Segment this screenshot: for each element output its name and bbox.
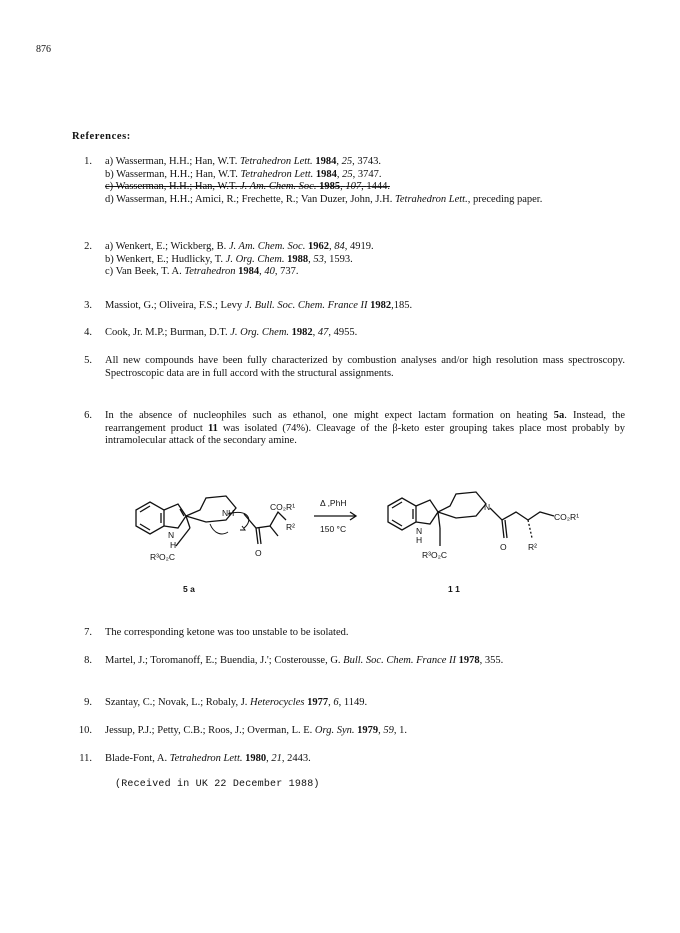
reference-6: 6. In the absence of nucleophiles such as ethanol, one might expect lactam formation on heating 5a. Instead, the rearrangement product 11 was isolated (74%). Cleavage of the β-keto ester grouping takes place most probably by intramolecular attack of the secondary amine. — [70, 410, 625, 448]
label-h: H — [416, 535, 423, 545]
reference-7 — [70, 627, 625, 640]
reference-2 — [70, 241, 625, 279]
reference-1d: d) Wasserman, H.H.; Amici, R.; Frechette, R.; Van Duzer, John, J.H. Tetrahedron Lett., preceding paper. — [105, 193, 543, 205]
reference-1 — [70, 156, 625, 206]
reference-2b: b) Wenkert, E.; Hudlicky, T. J. Org. Chem. 1988, 53, 1593. — [105, 253, 353, 265]
compound-5a-structure — [136, 496, 286, 546]
label-h: H — [170, 540, 177, 550]
reference-text: The corresponding ketone was too unstable to be isolated. — [105, 627, 349, 638]
reference-number: 10. — [78, 725, 92, 736]
reference-1a: a) Wasserman, H.H.; Han, W.T. Tetrahedron Lett. 1984, 25, 3743. — [105, 156, 381, 167]
reference-5 — [70, 355, 625, 380]
reference-number: 2. — [84, 241, 92, 252]
reference-number: 3. — [84, 300, 92, 311]
reference-1c: c) Wasserman, H.H.; Han, W.T. J. Am. Chem. Soc. 1985, 107, 1444. — [105, 181, 390, 193]
compound-label-5a: 5 a — [183, 584, 195, 594]
conditions-top: Δ ,PhH — [320, 498, 347, 508]
reference-1b: b) Wasserman, H.H.; Han, W.T. Tetrahedron Lett. 1984, 25, 3747. — [105, 168, 382, 180]
label-r2: R² — [528, 542, 537, 552]
label-o: O — [500, 542, 507, 552]
reference-number: 4. — [84, 327, 92, 338]
label-nh: NH — [222, 508, 235, 518]
reference-number: 7. — [84, 627, 92, 638]
compound-11-structure — [388, 492, 554, 546]
references-heading: References: — [72, 131, 131, 142]
reference-2c: c) Van Beek, T. A. Tetrahedron 1984, 40, 737. — [105, 266, 299, 278]
reference-number: 5. — [84, 355, 92, 366]
reference-3: 3. Massiot, G.; Oliveira, F.S.; Levy J. Bull. Soc. Chem. France II 1982,185. — [70, 300, 625, 313]
received-date: (Received in UK 22 December 1988) — [115, 779, 320, 790]
label-ester: CO₂R¹ — [270, 502, 296, 512]
reference-10: 10. Jessup, P.J.; Petty, C.B.; Roos, J.; Overman, L. E. Org. Syn. 1979, 59, 1. — [70, 725, 625, 738]
reference-text: All new compounds have been fully characterized by combustion analyses and/or high resolution mass spectroscopy. Spectroscopic data are in full accord with the structural assignments. — [105, 355, 625, 379]
label-n: N — [484, 502, 491, 512]
reference-8: 8. Martel, J.; Toromanoff, E.; Buendia, J.'; Costerousse, G. Bull. Soc. Chem. France II 1978, 355. — [70, 655, 625, 668]
reference-number: 9. — [84, 697, 92, 708]
reaction-scheme — [110, 480, 630, 610]
label-n: N — [168, 530, 175, 540]
page-number: 876 — [36, 44, 51, 55]
reference-number: 6. — [84, 410, 92, 421]
label-o: O — [255, 548, 262, 558]
reference-number: 1. — [84, 156, 92, 167]
reference-number: 11. — [79, 753, 92, 764]
reference-4: 4. Cook, Jr. M.P.; Burman, D.T. J. Org. Chem. 1982, 47, 4955. — [70, 327, 625, 340]
compound-label-11: 1 1 — [448, 584, 460, 594]
reference-9: 9. Szantay, C.; Novak, L.; Robaly, J. Heterocycles 1977, 6, 1149. — [70, 697, 625, 710]
label-r3-ester: R³O₂C — [422, 550, 448, 560]
conditions-bottom: 150 °C — [320, 524, 347, 534]
label-r2: R² — [286, 522, 295, 532]
reference-number: 8. — [84, 655, 92, 666]
reference-11: 11. Blade-Font, A. Tetrahedron Lett. 1980, 21, 2443. — [70, 753, 625, 766]
reference-2a: a) Wenkert, E.; Wickberg, B. J. Am. Chem. Soc. 1962, 84, 4919. — [105, 241, 374, 252]
label-ester: CO₂R¹ — [554, 512, 580, 522]
label-r3-ester: R³O₂C — [150, 552, 176, 562]
label-nh: N — [416, 526, 423, 536]
